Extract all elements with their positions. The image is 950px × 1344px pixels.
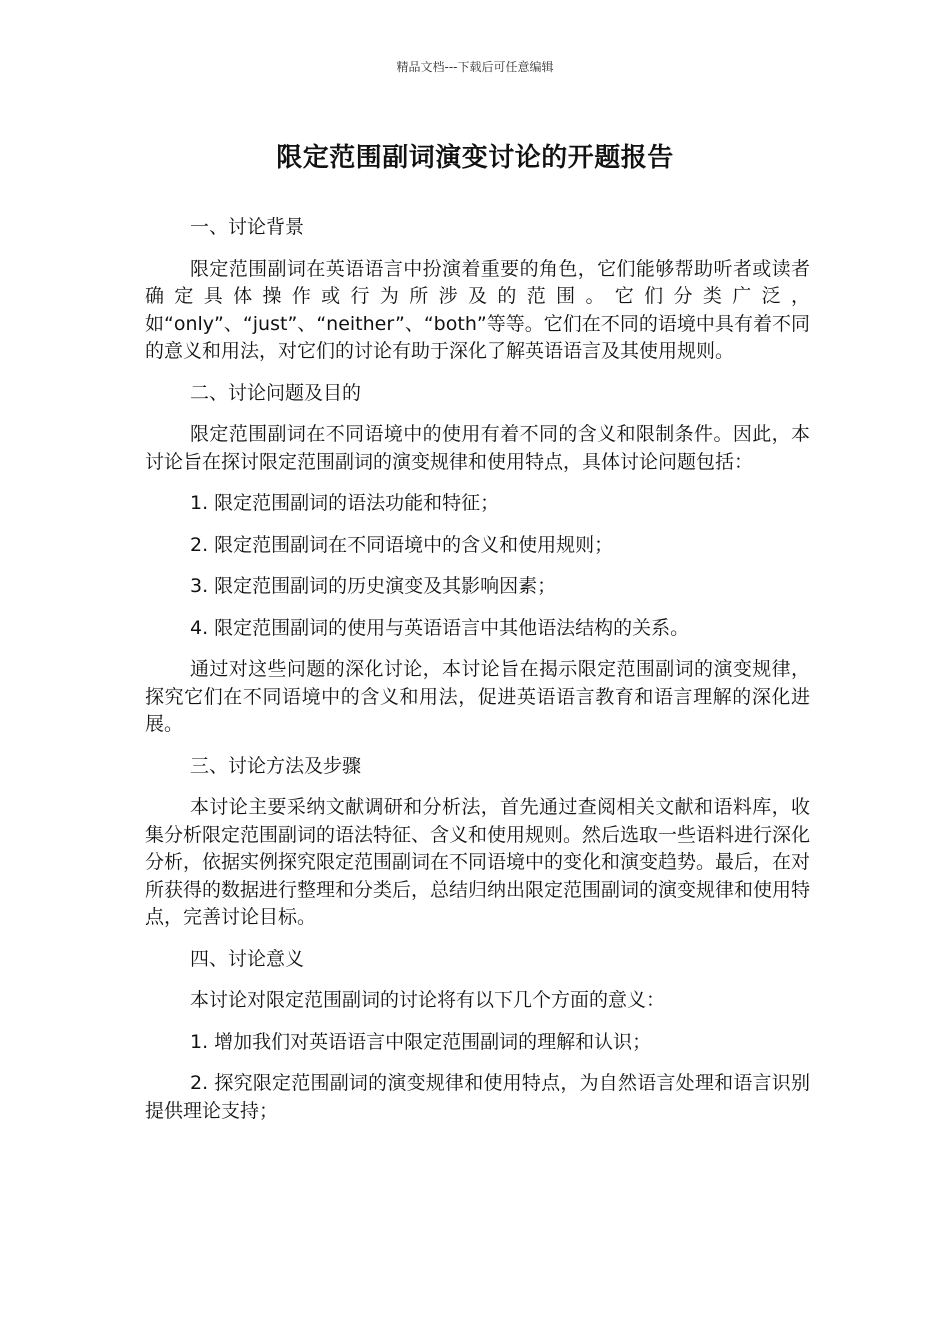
document-body xyxy=(145,214,810,1139)
section-heading-background: 一、讨论背景 xyxy=(190,216,305,238)
document-title: 限定范围副词演变讨论的开题报告 xyxy=(276,143,674,173)
header-note: 精品文档---下载后可任意编辑 xyxy=(396,60,554,74)
section-heading-methods: 三、讨论方法及步骤 xyxy=(190,754,362,777)
significance-list-item: 1. 增加我们对英语语言中限定范围副词的理解和认识； xyxy=(190,1030,652,1053)
questions-summary-paragraph: 通过对这些问题的深化讨论，本讨论旨在揭示限定范围副词的演变规律，探究它们在不同语境中的含义和用法，促进英语语言教育和语言理解的深化进展。 xyxy=(145,658,810,735)
background-paragraph: 限定范围副词在英语语言中扮演着重要的角色，它们能够帮助听者或读者确定具体操作或行为所涉及的范围。它们分类广泛，如“only”、“just”、“neither”、“both”等等。它们在不同的语境中具有着不同的意义和用法，对它们的讨论有助于深化了解英语语言及其使用规则。 xyxy=(145,257,810,362)
methods-paragraph: 本讨论主要采纳文献调研和分析法，首先通过查阅相关文献和语料库，收集分析限定范围副词的语法特征、含义和使用规则。然后选取一些语料进行深化分析，依据实例探究限定范围副词在不同语境中的变化和演变趋势。最后，在对所获得的数据进行整理和分类后，总结归纳出限定范围副词的演变规律和使用特点，完善讨论目标。 xyxy=(145,796,811,928)
question-list-item: 1. 限定范围副词的语法功能和特征； xyxy=(190,492,500,514)
question-list-item: 2. 限定范围副词在不同语境中的含义和使用规则； xyxy=(190,533,614,556)
question-list-item: 4. 限定范围副词的使用与英语语言中其他语法结构的关系。 xyxy=(190,616,690,639)
questions-intro-paragraph: 限定范围副词在不同语境中的使用有着不同的含义和限制条件。因此，本讨论旨在探讨限定范围副词的演变规律和使用特点，具体讨论问题包括： xyxy=(145,423,810,473)
significance-intro: 本讨论对限定范围副词的讨论将有以下几个方面的意义： xyxy=(190,989,666,1011)
question-list-item: 3. 限定范围副词的历史演变及其影响因素； xyxy=(190,575,557,597)
section-heading-significance: 四、讨论意义 xyxy=(190,947,305,970)
section-heading-questions: 二、讨论问题及目的 xyxy=(190,381,362,404)
significance-list-item: 2. 探究限定范围副词的演变规律和使用特点，为自然语言处理和语言识别提供理论支持； xyxy=(145,1072,810,1122)
